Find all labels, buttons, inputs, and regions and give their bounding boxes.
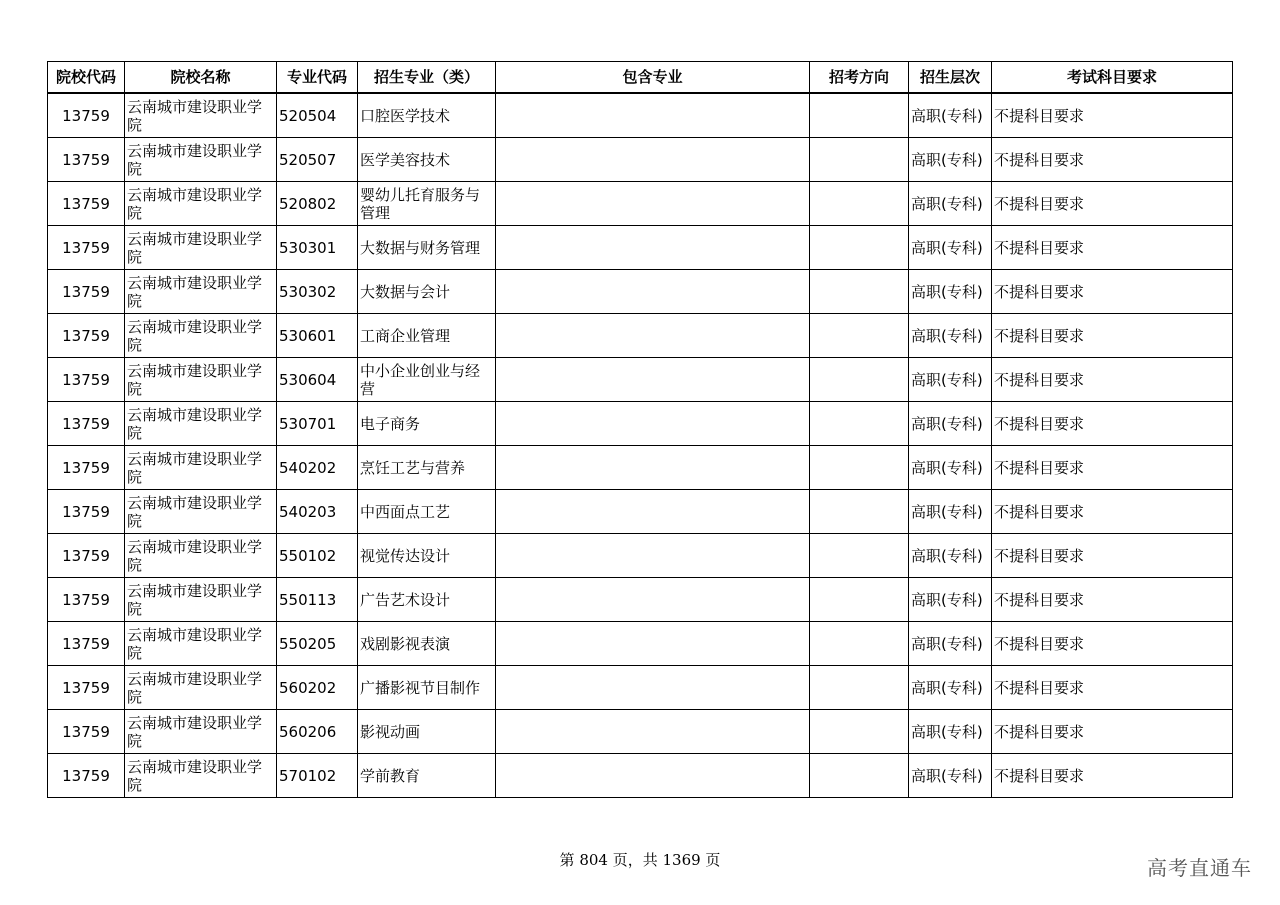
- table-row: [48, 578, 1233, 622]
- subject-requirement-cell: 不提科目要求: [992, 666, 1233, 710]
- school-code-cell: 13759: [48, 446, 125, 490]
- subject-requirement-cell: 不提科目要求: [992, 754, 1233, 798]
- included-majors-cell: [496, 666, 810, 710]
- header-major-code: 专业代码: [277, 62, 358, 94]
- subject-requirement-cell: 不提科目要求: [992, 182, 1233, 226]
- table-row: [48, 490, 1233, 534]
- included-majors-cell: [496, 270, 810, 314]
- major-name-cell: 大数据与财务管理: [358, 226, 496, 270]
- school-name-cell: 云南城市建设职业学院: [125, 182, 277, 226]
- school-code-cell: 13759: [48, 490, 125, 534]
- direction-cell: [810, 446, 909, 490]
- major-name-cell: 学前教育: [358, 754, 496, 798]
- table-row: [48, 358, 1233, 402]
- header-school-code: 院校代码: [48, 62, 125, 94]
- level-cell: 高职(专科): [909, 402, 992, 446]
- major-code-cell: 560202: [277, 666, 358, 710]
- school-name-cell: 云南城市建设职业学院: [125, 314, 277, 358]
- major-name-cell: 中小企业创业与经营: [358, 358, 496, 402]
- direction-cell: [810, 534, 909, 578]
- major-code-cell: 530301: [277, 226, 358, 270]
- included-majors-cell: [496, 358, 810, 402]
- admissions-table-sheet: [47, 61, 1232, 798]
- direction-cell: [810, 314, 909, 358]
- school-name-cell: 云南城市建设职业学院: [125, 534, 277, 578]
- included-majors-cell: [496, 402, 810, 446]
- school-name-cell: 云南城市建设职业学院: [125, 754, 277, 798]
- subject-requirement-cell: 不提科目要求: [992, 226, 1233, 270]
- major-code-cell: 530601: [277, 314, 358, 358]
- major-name-cell: 烹饪工艺与营养: [358, 446, 496, 490]
- major-code-cell: 540202: [277, 446, 358, 490]
- major-name-cell: 电子商务: [358, 402, 496, 446]
- major-code-cell: 570102: [277, 754, 358, 798]
- included-majors-cell: [496, 446, 810, 490]
- major-code-cell: 530701: [277, 402, 358, 446]
- table-row: [48, 138, 1233, 182]
- level-cell: 高职(专科): [909, 490, 992, 534]
- included-majors-cell: [496, 182, 810, 226]
- major-code-cell: 530604: [277, 358, 358, 402]
- header-subject-requirement: 考试科目要求: [992, 62, 1233, 94]
- table-header-row: [48, 62, 1233, 94]
- major-code-cell: 560206: [277, 710, 358, 754]
- included-majors-cell: [496, 622, 810, 666]
- level-cell: 高职(专科): [909, 534, 992, 578]
- table-row: [48, 754, 1233, 798]
- major-name-cell: 视觉传达设计: [358, 534, 496, 578]
- school-name-cell: 云南城市建设职业学院: [125, 93, 277, 138]
- table-body: [48, 93, 1233, 798]
- major-code-cell: 520504: [277, 93, 358, 138]
- subject-requirement-cell: 不提科目要求: [992, 358, 1233, 402]
- school-code-cell: 13759: [48, 534, 125, 578]
- direction-cell: [810, 226, 909, 270]
- school-code-cell: 13759: [48, 402, 125, 446]
- school-name-cell: 云南城市建设职业学院: [125, 358, 277, 402]
- school-code-cell: 13759: [48, 710, 125, 754]
- school-code-cell: 13759: [48, 578, 125, 622]
- major-code-cell: 520802: [277, 182, 358, 226]
- level-cell: 高职(专科): [909, 226, 992, 270]
- major-name-cell: 广播影视节目制作: [358, 666, 496, 710]
- included-majors-cell: [496, 534, 810, 578]
- school-code-cell: 13759: [48, 358, 125, 402]
- level-cell: 高职(专科): [909, 622, 992, 666]
- school-name-cell: 云南城市建设职业学院: [125, 490, 277, 534]
- school-code-cell: 13759: [48, 93, 125, 138]
- included-majors-cell: [496, 138, 810, 182]
- school-code-cell: 13759: [48, 182, 125, 226]
- watermark-logo-text: 高考直通车: [1147, 856, 1252, 880]
- school-name-cell: 云南城市建设职业学院: [125, 402, 277, 446]
- major-name-cell: 大数据与会计: [358, 270, 496, 314]
- school-name-cell: 云南城市建设职业学院: [125, 666, 277, 710]
- major-code-cell: 550205: [277, 622, 358, 666]
- direction-cell: [810, 578, 909, 622]
- page-number: 第 804 页，共 1369 页: [559, 851, 721, 869]
- table-row: [48, 226, 1233, 270]
- school-name-cell: 云南城市建设职业学院: [125, 446, 277, 490]
- school-name-cell: 云南城市建设职业学院: [125, 270, 277, 314]
- subject-requirement-cell: 不提科目要求: [992, 270, 1233, 314]
- header-level: 招生层次: [909, 62, 992, 94]
- direction-cell: [810, 710, 909, 754]
- direction-cell: [810, 270, 909, 314]
- included-majors-cell: [496, 578, 810, 622]
- included-majors-cell: [496, 490, 810, 534]
- level-cell: 高职(专科): [909, 578, 992, 622]
- major-code-cell: 550102: [277, 534, 358, 578]
- header-major-category: 招生专业（类）: [358, 62, 496, 94]
- subject-requirement-cell: 不提科目要求: [992, 578, 1233, 622]
- table-row: [48, 534, 1233, 578]
- included-majors-cell: [496, 754, 810, 798]
- admissions-table: [47, 61, 1233, 798]
- header-school-name: 院校名称: [125, 62, 277, 94]
- school-code-cell: 13759: [48, 138, 125, 182]
- school-code-cell: 13759: [48, 622, 125, 666]
- direction-cell: [810, 490, 909, 534]
- included-majors-cell: [496, 226, 810, 270]
- major-name-cell: 工商企业管理: [358, 314, 496, 358]
- table-row: [48, 314, 1233, 358]
- major-code-cell: 540203: [277, 490, 358, 534]
- level-cell: 高职(专科): [909, 666, 992, 710]
- table-row: [48, 622, 1233, 666]
- school-name-cell: 云南城市建设职业学院: [125, 622, 277, 666]
- table-row: [48, 710, 1233, 754]
- major-name-cell: 医学美容技术: [358, 138, 496, 182]
- school-code-cell: 13759: [48, 226, 125, 270]
- direction-cell: [810, 666, 909, 710]
- school-code-cell: 13759: [48, 314, 125, 358]
- table-row: [48, 182, 1233, 226]
- table-row: [48, 402, 1233, 446]
- level-cell: 高职(专科): [909, 93, 992, 138]
- header-included-majors: 包含专业: [496, 62, 810, 94]
- major-name-cell: 中西面点工艺: [358, 490, 496, 534]
- level-cell: 高职(专科): [909, 314, 992, 358]
- subject-requirement-cell: 不提科目要求: [992, 622, 1233, 666]
- subject-requirement-cell: 不提科目要求: [992, 490, 1233, 534]
- table-row: [48, 93, 1233, 138]
- subject-requirement-cell: 不提科目要求: [992, 93, 1233, 138]
- table-row: [48, 446, 1233, 490]
- level-cell: 高职(专科): [909, 270, 992, 314]
- school-code-cell: 13759: [48, 754, 125, 798]
- included-majors-cell: [496, 314, 810, 358]
- major-code-cell: 520507: [277, 138, 358, 182]
- direction-cell: [810, 402, 909, 446]
- direction-cell: [810, 358, 909, 402]
- table-row: [48, 270, 1233, 314]
- major-name-cell: 广告艺术设计: [358, 578, 496, 622]
- direction-cell: [810, 93, 909, 138]
- direction-cell: [810, 754, 909, 798]
- level-cell: 高职(专科): [909, 358, 992, 402]
- direction-cell: [810, 138, 909, 182]
- table-row: [48, 666, 1233, 710]
- school-name-cell: 云南城市建设职业学院: [125, 710, 277, 754]
- level-cell: 高职(专科): [909, 446, 992, 490]
- school-name-cell: 云南城市建设职业学院: [125, 226, 277, 270]
- major-code-cell: 530302: [277, 270, 358, 314]
- subject-requirement-cell: 不提科目要求: [992, 446, 1233, 490]
- level-cell: 高职(专科): [909, 138, 992, 182]
- major-name-cell: 戏剧影视表演: [358, 622, 496, 666]
- header-direction: 招考方向: [810, 62, 909, 94]
- school-code-cell: 13759: [48, 270, 125, 314]
- level-cell: 高职(专科): [909, 182, 992, 226]
- school-name-cell: 云南城市建设职业学院: [125, 578, 277, 622]
- major-name-cell: 婴幼儿托育服务与管理: [358, 182, 496, 226]
- school-name-cell: 云南城市建设职业学院: [125, 138, 277, 182]
- included-majors-cell: [496, 710, 810, 754]
- level-cell: 高职(专科): [909, 710, 992, 754]
- major-name-cell: 口腔医学技术: [358, 93, 496, 138]
- major-name-cell: 影视动画: [358, 710, 496, 754]
- subject-requirement-cell: 不提科目要求: [992, 314, 1233, 358]
- school-code-cell: 13759: [48, 666, 125, 710]
- direction-cell: [810, 182, 909, 226]
- subject-requirement-cell: 不提科目要求: [992, 138, 1233, 182]
- major-code-cell: 550113: [277, 578, 358, 622]
- subject-requirement-cell: 不提科目要求: [992, 710, 1233, 754]
- direction-cell: [810, 622, 909, 666]
- level-cell: 高职(专科): [909, 754, 992, 798]
- included-majors-cell: [496, 93, 810, 138]
- subject-requirement-cell: 不提科目要求: [992, 534, 1233, 578]
- subject-requirement-cell: 不提科目要求: [992, 402, 1233, 446]
